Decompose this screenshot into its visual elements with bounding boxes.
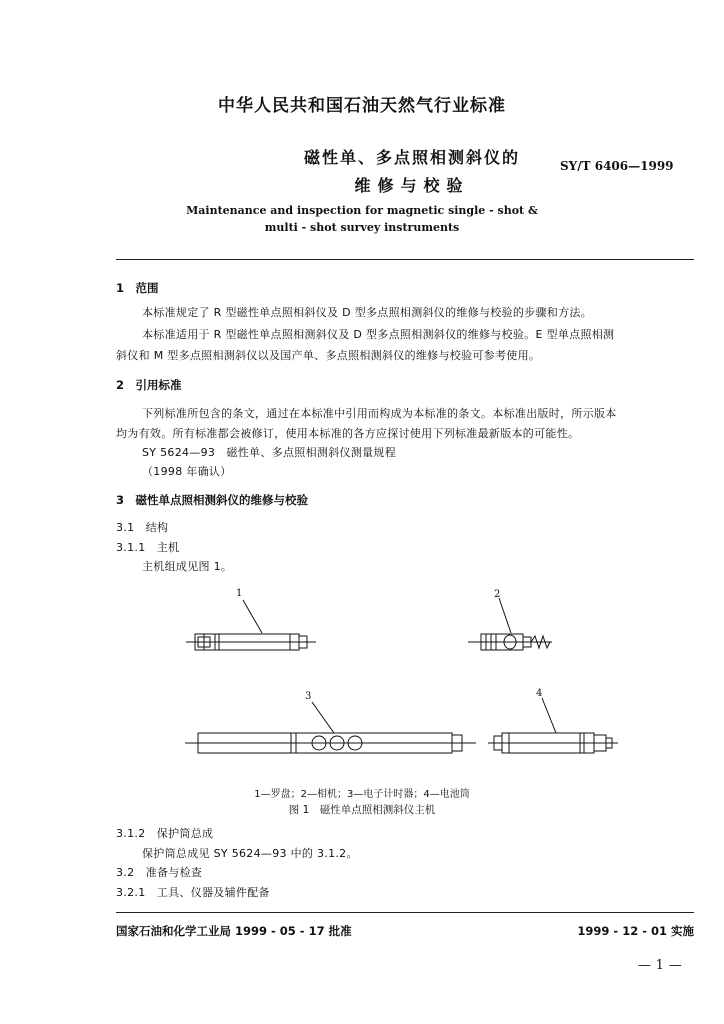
section1-heading: 1 范围 (116, 281, 159, 295)
effective-date: 1999 - 12 - 01 实施 (577, 924, 694, 938)
footer-rule (116, 912, 694, 913)
section3-1-1-heading: 3.1.1 主机 (116, 541, 180, 554)
section3-1-1-text: 主机组成见图 1。 (142, 560, 233, 573)
section3-2-1-heading: 3.2.1 工具、仪器及辅件配备 (116, 886, 270, 899)
section3-1-heading: 3.1 结构 (116, 521, 169, 534)
figure-label-3: 3 (305, 691, 312, 702)
figure-legend: 1—罗盘；2—相机；3—电子计时器；4—电池筒 (254, 789, 470, 800)
section2-reference-note: （1998 年确认） (142, 465, 232, 478)
figure-label-4: 4 (536, 688, 543, 699)
section2-heading: 2 引用标准 (116, 378, 182, 392)
section2-reference: SY 5624—93 磁性单、多点照相测斜仪测量规程 (142, 446, 396, 459)
section3-heading: 3 磁性单点照相测斜仪的维修与校验 (116, 493, 308, 507)
issuer-title: 中华人民共和国石油天然气行业标准 (218, 96, 506, 116)
camera-part (468, 598, 552, 650)
figure-caption: 图 1 磁性单点照相测斜仪主机 (288, 804, 436, 816)
timer-part (185, 702, 476, 753)
approval-info: 国家石油和化学工业局 1999 - 05 - 17 批准 (116, 924, 352, 938)
document-title-line2: 维修与校验 (354, 176, 470, 195)
section3-1-2-heading: 3.1.2 保护筒总成 (116, 827, 214, 840)
compass-part (186, 600, 316, 650)
section2-para1-line2: 均为有效。所有标准都会被修订，使用本标准的各方应探讨使用下列标准最新版本的可能性。 (116, 427, 580, 440)
english-title-line2: multi - shot survey instruments (264, 221, 460, 234)
section3-1-2-text: 保护筒总成见 SY 5624—93 中的 3.1.2。 (142, 847, 358, 860)
document-title-line1: 磁性单、多点照相测斜仪的 (303, 148, 520, 167)
battery-part (488, 698, 618, 753)
page-number: — 1 — (637, 958, 682, 973)
section1-para2-line2: 斜仪和 M 型多点照相测斜仪以及国产单、多点照相测斜仪的维修与校验可参考使用。 (116, 349, 541, 362)
figure-label-2: 2 (494, 589, 501, 600)
section1-para1: 本标准规定了 R 型磁性单点照相斜仪及 D 型多点照相测斜仪的维修与校验的步骤和方法。 (142, 306, 592, 319)
section3-2-heading: 3.2 准备与检查 (116, 866, 203, 879)
section2-para1-line1: 下列标准所包含的条文，通过在本标准中引用而构成为本标准的条文。本标准出版时，所示版本 (142, 407, 617, 420)
section1-para2-line1: 本标准适用于 R 型磁性单点照相测斜仪及 D 型多点照相测斜仪的维修与校验。E 型单点照相测 (142, 328, 615, 341)
english-title-line1: Maintenance and inspection for magnetic single - shot & (186, 204, 538, 217)
figure-label-1: 1 (236, 588, 243, 599)
standard-code: SY/T 6406—1999 (560, 159, 674, 173)
